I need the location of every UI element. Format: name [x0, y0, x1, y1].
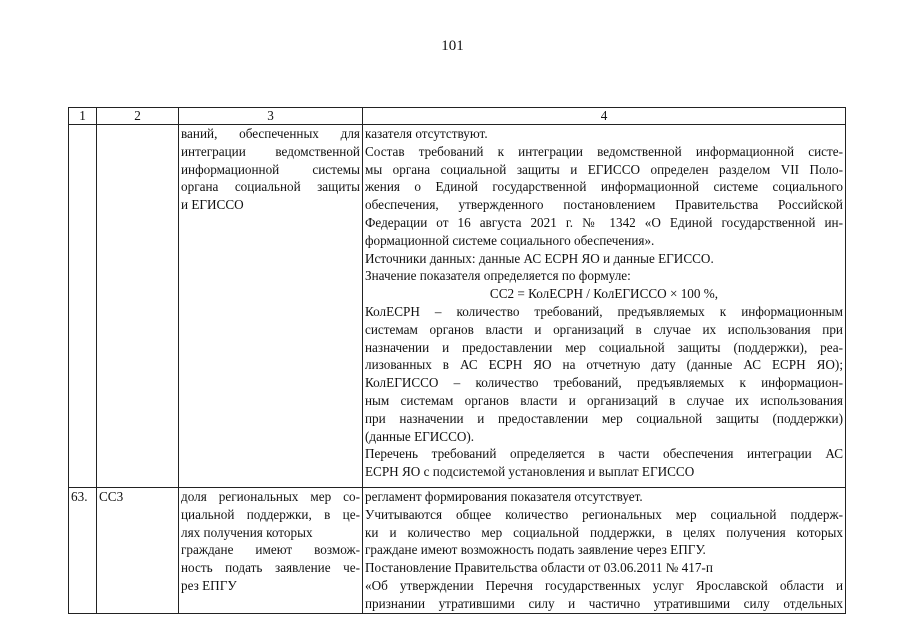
column-header: 3: [179, 108, 363, 125]
desc-line: системам органов власти и организаций в случае их использования при: [365, 321, 843, 337]
desc-line: мы органа социальной защиты и ЕГИССО определен разделом VII Поло-: [365, 161, 843, 177]
table-header-row: [69, 108, 846, 125]
column-header: 1: [69, 108, 97, 125]
page-number: 101: [441, 38, 464, 54]
name-line: органа социальной защиты: [181, 179, 360, 195]
desc-line: граждане имеют возможность подать заявление через ЕПГУ.: [365, 542, 706, 558]
desc-line: Состав требований к интеграции ведомственной информационной систе-: [365, 143, 843, 159]
desc-line: ки и количество мер социальной поддержки, в целях получения которых: [365, 524, 843, 540]
desc-line: при назначении и предоставлении мер социальной защиты (поддержки): [365, 410, 843, 426]
desc-line: жения о Единой государственной информационной системе социального: [365, 179, 843, 195]
desc-line: ЕСРН ЯО с подсистемой установления и выплат ЕГИССО: [365, 464, 695, 480]
column-header: 4: [363, 108, 846, 125]
desc-line: регламент формирования показателя отсутствует.: [365, 489, 643, 504]
name-line: ность подать заявление че-: [181, 560, 360, 576]
desc-line: формационной системе социального обеспечения».: [365, 232, 655, 248]
methodology-cell: [363, 488, 846, 614]
name-line: рез ЕПГУ: [181, 577, 237, 593]
name-line: лях получения которых: [181, 524, 313, 540]
name-line: и ЕГИССО: [181, 197, 244, 213]
column-header: 2: [97, 108, 179, 125]
name-line: циальной поддержки, в це-: [181, 506, 360, 522]
desc-line: Источники данных: данные АС ЕСРН ЯО и данные ЕГИССО.: [365, 250, 714, 266]
name-line: доля региональных мер со-: [181, 489, 360, 504]
desc-line: обеспечения, утвержденного постановлением Правительства Российской: [365, 197, 843, 213]
desc-line: назначении и предоставлении мер социальной защиты (поддержки), реа-: [365, 339, 843, 355]
desc-line: Значение показателя определяется по формуле:: [365, 268, 631, 284]
name-line: граждане имеют возмож-: [181, 542, 360, 558]
desc-line: «Об утверждении Перечня государственных услуг Ярославской области и: [365, 577, 843, 593]
indicator-table: [68, 107, 846, 614]
row-number-cell: 63.: [69, 488, 97, 614]
indicator-name-cell: [179, 125, 363, 488]
desc-line: Федерации от 16 августа 2021 г. № 1342 «О Единой государственной ин-: [365, 214, 843, 230]
row-number-cell: [69, 125, 97, 488]
row-code-cell: [97, 125, 179, 488]
row-code-cell: СС3: [97, 488, 179, 614]
table-row: [69, 488, 846, 614]
table-row: [69, 125, 846, 488]
desc-line: КолЕСРН – количество требований, предъявляемых к информационным: [365, 303, 843, 319]
desc-line: (данные ЕГИССО).: [365, 428, 475, 444]
desc-line: Перечень требований определяется в части обеспечения интеграции АС: [365, 446, 843, 462]
desc-line: лизованных в АС ЕСРН ЯО на отчетную дату (данные АС ЕСРН ЯО);: [365, 357, 843, 373]
name-line: информационной системы: [181, 161, 360, 177]
methodology-cell: [363, 125, 846, 488]
desc-line: казателя отсутствуют.: [365, 126, 488, 141]
desc-line: признании утратившими силу и частично утратившими силу отдельных: [365, 595, 843, 611]
desc-line: КолЕГИССО – количество требований, предъявляемых к информацион-: [365, 375, 843, 391]
formula-line: СС2 = КолЕСРН / КолЕГИССО × 100 %,: [489, 286, 719, 302]
name-line: ваний, обеспеченных для: [181, 126, 360, 141]
desc-line: ным системам органов власти и организаций в случае их использования: [365, 392, 843, 408]
indicator-name-cell: [179, 488, 363, 614]
desc-line: Постановление Правительства области от 03.06.2011 № 417-п: [365, 560, 713, 576]
desc-line: Учитываются общее количество региональных мер социальной поддерж-: [365, 506, 843, 522]
name-line: интеграции ведомственной: [181, 143, 360, 159]
